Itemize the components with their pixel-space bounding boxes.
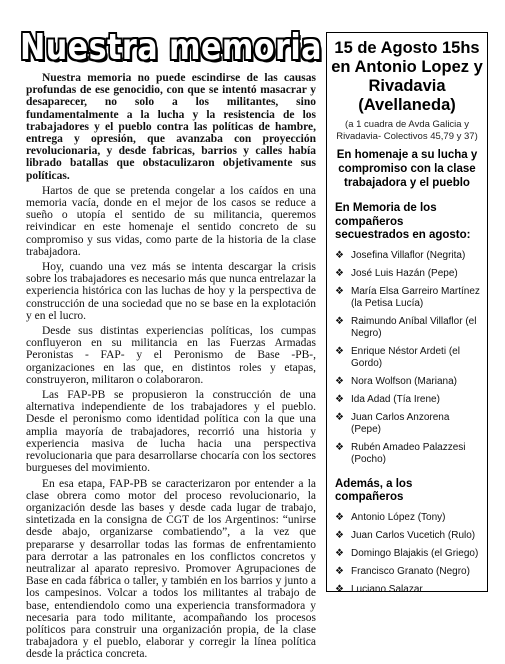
list-item bbox=[335, 512, 481, 524]
four-point-star-icon: ❖ bbox=[335, 547, 344, 559]
four-point-star-icon: ❖ bbox=[335, 249, 344, 261]
list-item bbox=[335, 566, 481, 578]
four-point-star-icon: ❖ bbox=[335, 441, 344, 453]
compañero-name: Nora Wolfson (Mariana) bbox=[351, 375, 457, 387]
four-point-star-icon: ❖ bbox=[335, 285, 344, 297]
four-point-star-icon: ❖ bbox=[335, 411, 344, 423]
memoria-list bbox=[335, 250, 481, 466]
article-paragraph: Hartos de que se pretenda congelar a los caídos en una memoria vacía, donde en el mejor de los casos se reduce a sueño o utopía el sentido de su militancia, queremos reivindicar en este homenaje el sentido concreto de su compromiso y sus vidas, como parte de la historia de la clase trabajadora. bbox=[26, 184, 316, 258]
list-item bbox=[335, 376, 481, 388]
compañero-name: Ida Adad (Tía Irene) bbox=[351, 393, 440, 405]
list-item bbox=[335, 346, 481, 370]
compañero-name: Rubén Amadeo Palazzesi (Pocho) bbox=[351, 441, 466, 465]
article-paragraph: Hoy, cuando una vez más se intenta descargar la crisis sobre los trabajadores es necesario más que nunca entrelazar la experiencia histórica con las luchas de hoy y la perspectiva de construcción de una sociedad que no se base en la explotación y en el lucro. bbox=[26, 261, 316, 322]
list-item bbox=[335, 548, 481, 560]
also-list bbox=[335, 512, 481, 596]
memoria-heading: En Memoria de los compañeros secuestrados en agosto: bbox=[335, 202, 471, 241]
list-item bbox=[335, 584, 481, 596]
list-item bbox=[335, 394, 481, 406]
four-point-star-icon: ❖ bbox=[335, 511, 344, 523]
page-title: Nuestra memoria bbox=[20, 27, 322, 68]
compañero-name: Raimundo Aníbal Villaflor (el Negro) bbox=[351, 315, 477, 339]
article-paragraph: Nuestra memoria no puede escindirse de las causas profundas de ese genocidio, con que se intentó masacrar y desaparecer, no solo a los militantes, sino fundamentalmente a la lucha y la resistencia de los trabajadores y el pueblo contra las políticas de hambre, entrega y opresión, que avanzaba con proyección revolucionaria, y desde fabricas, barrios y calles había librado batallas que obstaculizaron objetivamente sus políticas. bbox=[26, 72, 316, 182]
compañero-name: María Elsa Garreiro Martínez (la Petisa Lucía) bbox=[351, 285, 480, 309]
article-paragraph: Las FAP-PB se propusieron la construcción de una alternativa independiente de los trabajadores y el pueblo. Desde el peronismo como identidad política con la que una amplia mayoría de trabajadores, recorrió una historia y experiencia masiva de lucha hacia una perspectiva revolucionaria que para desarrollarse chocaría con los sectores burgueses del movimiento. bbox=[26, 389, 316, 475]
also-heading: Además, a los compañeros bbox=[335, 477, 413, 503]
article-body bbox=[26, 72, 316, 664]
four-point-star-icon: ❖ bbox=[335, 345, 344, 357]
four-point-star-icon: ❖ bbox=[335, 375, 344, 387]
compañero-name: Luciano Salazar bbox=[351, 583, 423, 595]
list-item bbox=[335, 316, 481, 340]
four-point-star-icon: ❖ bbox=[335, 583, 344, 595]
four-point-star-icon: ❖ bbox=[335, 315, 344, 327]
event-date-location: 15 de Agosto 15hs en Antonio Lopez y Rivadavia (Avellaneda) bbox=[331, 39, 483, 114]
compañero-name: José Luis Hazán (Pepe) bbox=[351, 267, 458, 279]
list-item bbox=[335, 412, 481, 436]
article-paragraph: Desde sus distintas experiencias políticas, los cumpas confluyeron en su militancia en las Fuerzas Armadas Peronistas - FAP- y el Peronismo de Base -PB-, organizaciones en las que, en distintos roles y etapas, construyeron, militaron o colaboraron. bbox=[26, 325, 316, 386]
event-homenaje: En homenaje a su lucha y compromiso con la clase trabajadora y el pueblo bbox=[336, 149, 478, 189]
event-location-note: (a 1 cuadra de Avda Galicia y Rivadavia- Colectivos 45,79 y 37) bbox=[336, 119, 478, 142]
four-point-star-icon: ❖ bbox=[335, 565, 344, 577]
compañero-name: Juan Carlos Vucetich (Rulo) bbox=[351, 529, 476, 541]
list-item bbox=[335, 442, 481, 466]
four-point-star-icon: ❖ bbox=[335, 267, 344, 279]
event-info-box bbox=[326, 32, 488, 595]
compañero-name: Josefina Villaflor (Negrita) bbox=[351, 249, 466, 261]
four-point-star-icon: ❖ bbox=[335, 529, 344, 541]
compañero-name: Domingo Blajakis (el Griego) bbox=[351, 547, 479, 559]
four-point-star-icon: ❖ bbox=[335, 393, 344, 405]
compañero-name: Antonio López (Tony) bbox=[351, 511, 446, 523]
compañero-name: Juan Carlos Anzorena (Pepe) bbox=[351, 411, 450, 435]
list-item bbox=[335, 286, 481, 310]
list-item bbox=[335, 268, 481, 280]
article-paragraph: En esa etapa, FAP-PB se caracterizaron por entender a la clase obrera como motor del proceso revolucionario, la organización desde las bases y desde cada lugar de trabajo, sintetizada en la consigna de CGT de los Argentinos: “unirse desde abajo, organizarse combatiendo”, a la vez que prepararse y desarrollar todas las formas de enfrentamiento para derrotar a las patronales en los conflictos concretos y neutralizar al aparato represivo. Promover Agrupaciones de Base en cada fábrica o taller, y también en los barrios y junto a los campesinos. Volcar a todos los militantes al trabajo de base, entendiendolo como una experiencia transformadora y necesaria para todo militante, acompañando los procesos políticos para construir una organización propia, de la clase trabajadora y el pueblo, elaborar y corregir la línea política desde la práctica concreta. bbox=[26, 477, 316, 661]
compañero-name: Francisco Granato (Negro) bbox=[351, 565, 470, 577]
compañero-name: Enrique Néstor Ardeti (el Gordo) bbox=[351, 345, 460, 369]
list-item bbox=[335, 530, 481, 542]
list-item bbox=[335, 250, 481, 262]
